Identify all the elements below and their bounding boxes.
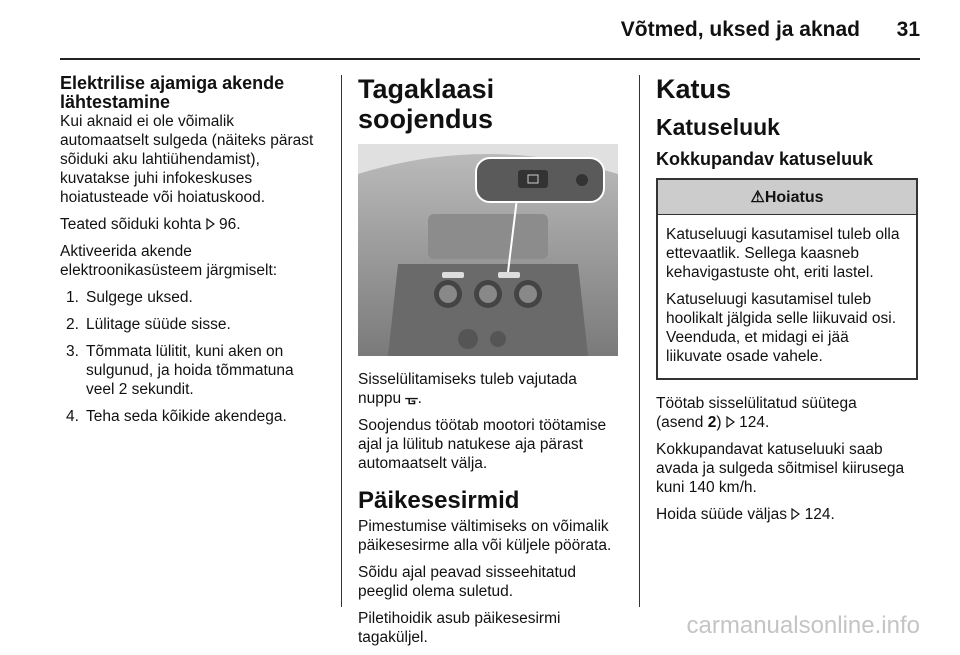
page-header-title: Võtmed, uksed ja aknad	[620, 18, 860, 41]
list-item: 2. Lülitage süüde sisse.	[66, 316, 231, 333]
sunroof-operation: Töötab sisselülitatud süütega (asend 2) 124.	[656, 395, 857, 431]
activation-steps	[60, 288, 330, 426]
warning-box	[656, 178, 918, 380]
rear-heating-instruction: Sisselülitamiseks tuleb vajutada nuppu ᚗ.	[358, 371, 577, 407]
column-divider-1	[341, 75, 342, 607]
list-item: 1. Sulgege uksed.	[66, 289, 193, 306]
list-item: 3. Tõmmata lülitit, kuni aken on sulgunud, ja hoida tõmmatuna veel 2 sekundit.	[66, 343, 294, 398]
ignition-off-note: Hoida süüde väljas 124.	[656, 506, 835, 523]
page-ref-icon	[206, 216, 219, 233]
sun-visors-p1: Pimestumise vältimiseks on võimalik päikesesirme alla või küljele pöörata.	[358, 518, 612, 554]
sun-visors-p2: Sõidu ajal peavad sisseehitatud peeglid olema suletud.	[358, 564, 577, 600]
list-item: 4. Teha seda kõikide akendega.	[66, 408, 287, 425]
page-ref-icon	[726, 414, 735, 431]
header-rule	[60, 58, 920, 60]
sunroof-speed: Kokkupandavat katuseluuki saab avada ja sulgeda sõitmisel kiirusega kuni 140 km/h.	[656, 441, 905, 496]
column-divider-2	[639, 75, 640, 607]
watermark: carmanualsonline.info	[686, 612, 920, 639]
column-roof	[656, 74, 918, 532]
sun-visors-p3: Piletihoidik asub päikesesirmi tagaküljel.	[358, 610, 561, 646]
window-reset-heading: Elektrilise ajamiga akende lähtestamine	[60, 73, 285, 112]
column-rear-window-heating	[358, 74, 628, 655]
rear-heating-heading: Tagaklaasi soojendus	[358, 74, 495, 134]
dashboard-photo	[358, 144, 618, 356]
warning-triangle-icon: ⚠	[750, 189, 765, 206]
page-number: 31	[896, 18, 920, 41]
activation-intro: Aktiveerida akende elektroonikasüsteem järgmiselt:	[60, 243, 278, 279]
rear-window-heating-icon: ᚗ	[405, 390, 418, 407]
sun-visors-heading: Päikesesirmid	[358, 487, 520, 514]
sunroof-heading: Katuseluuk	[656, 114, 780, 140]
column-window-reset	[60, 74, 330, 434]
warning-header: ⚠Hoiatus	[658, 180, 916, 215]
warning-body: Katuseluugi kasutamisel tuleb olla ettevaatlik. Sellega kaasneb kehavigastuste oht, eriti lastel. Katuseluugi kasutamisel tuleb hoolikalt jälgida selle liikuvaid osi. Veenduda, et midagi ei jää liikuvate osade vahele.	[666, 226, 900, 365]
folding-sunroof-heading: Kokkupandav katuseluuk	[656, 149, 874, 169]
roof-heading: Katus	[656, 74, 732, 104]
window-reset-intro: Kui aknaid ei ole võimalik automaatselt sulgeda (näiteks pärast sõiduki aku lahtiühendamist), kuvatakse juhi infokeskuses hoiatusteade või hoiatuskood.	[60, 113, 314, 206]
vehicle-messages-ref: Teated sõiduki kohta 96.	[60, 216, 241, 233]
page-ref-icon	[791, 506, 800, 523]
rear-heating-description: Soojendus töötab mootori töötamise ajal ja lülitub natukese aja pärast automaatselt välja.	[358, 417, 607, 472]
